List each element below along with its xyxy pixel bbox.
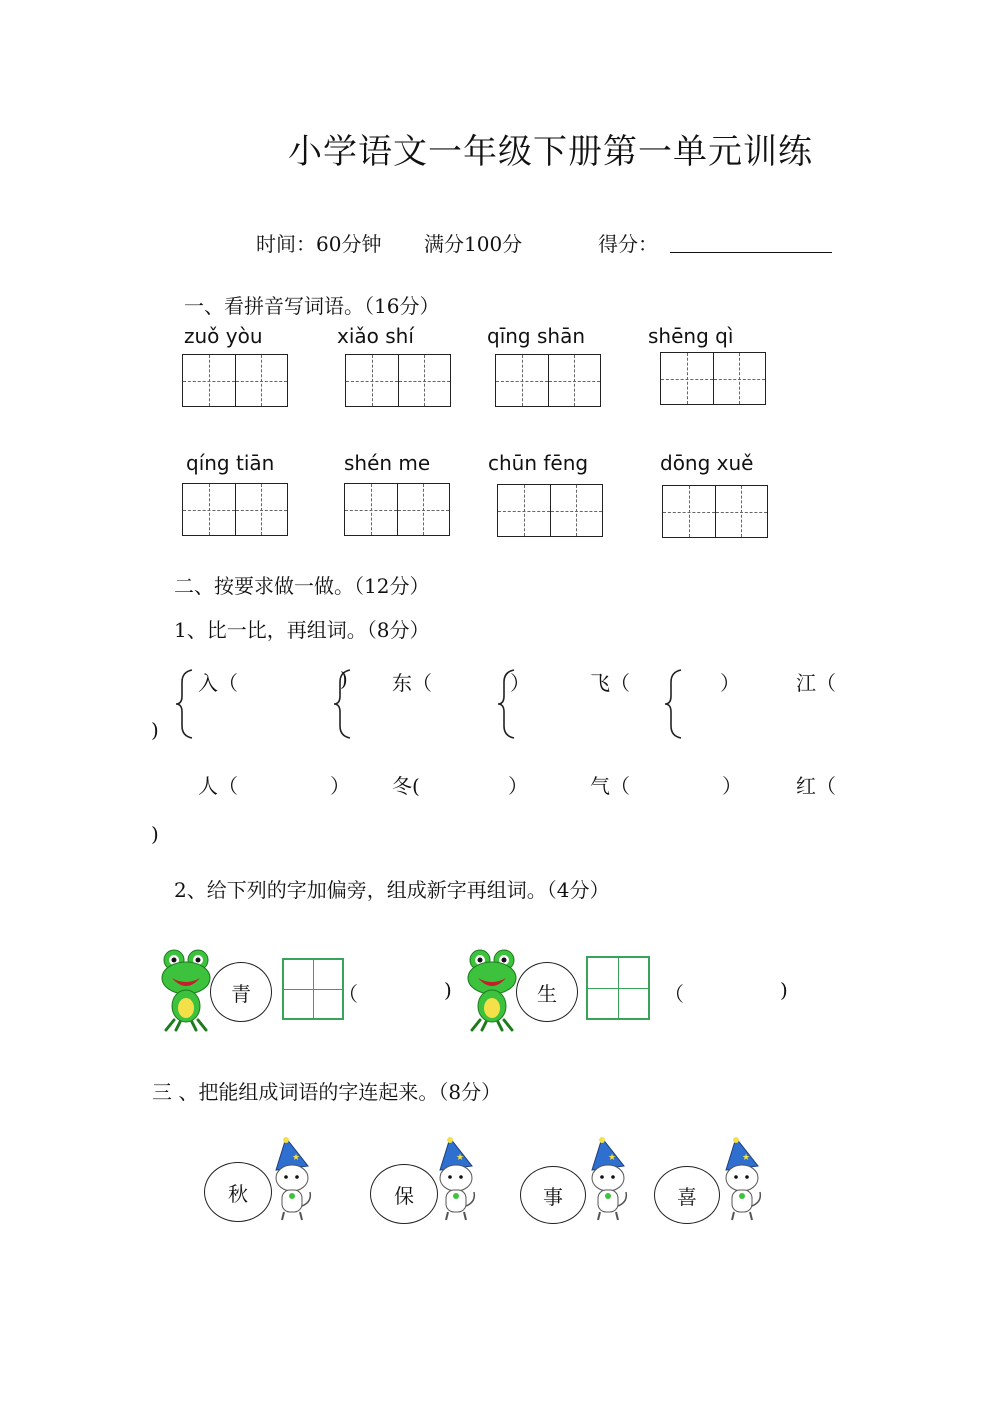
svg-text:★: ★ (608, 1153, 617, 1163)
tianzige-green-box[interactable] (282, 958, 344, 1020)
tianzige-answer-box[interactable] (660, 352, 766, 405)
pinyin-label: qíng tiān (186, 451, 275, 475)
svg-text:★: ★ (292, 1153, 301, 1163)
cat-wizard-icon (584, 1136, 630, 1222)
tianzige-answer-box[interactable] (497, 484, 603, 537)
compare-char-top: 江（ (796, 671, 836, 695)
open-paren: （ (664, 982, 684, 1006)
tianzige-answer-box[interactable] (344, 483, 450, 536)
exam-time: 时间：60分钟 (256, 232, 382, 256)
brace-icon (174, 668, 196, 740)
compare-char-bottom: 冬( (392, 774, 420, 798)
pinyin-label: qīng shān (487, 324, 586, 348)
section1-heading: 一、看拼音写词语。（16分） (184, 294, 440, 318)
char-bubble[interactable]: 保 (370, 1164, 438, 1224)
section2-sub2: 2、给下列的字加偏旁，组成新字再组词。（4分） (174, 878, 610, 902)
svg-text:★: ★ (456, 1153, 465, 1163)
open-paren: （ (338, 982, 358, 1006)
close-paren: ) (780, 978, 788, 1002)
brace-icon (663, 668, 685, 740)
close-paren: ) (340, 667, 348, 691)
page-title: 小学语文一年级下册第一单元训练 (288, 132, 813, 172)
tianzige-answer-box[interactable] (182, 483, 288, 536)
tianzige-answer-box[interactable] (182, 354, 288, 407)
tianzige-answer-box[interactable] (662, 485, 768, 538)
compare-char-bottom: 气（ (590, 774, 630, 798)
close-paren: ） (720, 671, 740, 695)
close-paren: ) (444, 978, 452, 1002)
tianzige-green-box[interactable] (586, 956, 650, 1020)
svg-text:★: ★ (742, 1153, 751, 1163)
frog-icon (466, 948, 518, 1032)
tianzige-answer-box[interactable] (495, 354, 601, 407)
char-bubble: 青 (210, 962, 272, 1022)
pinyin-label: shén me (344, 451, 431, 475)
char-bubble: 生 (516, 962, 578, 1022)
score-blank[interactable] (670, 252, 832, 253)
cat-wizard-icon (718, 1136, 764, 1222)
compare-char-bottom: 人（ (198, 774, 238, 798)
compare-char-top: 东（ (392, 671, 432, 695)
char-bubble[interactable]: 秋 (204, 1162, 272, 1222)
char-bubble[interactable]: 事 (520, 1166, 586, 1224)
tianzige-answer-box[interactable] (345, 354, 451, 407)
char-bubble[interactable]: 喜 (654, 1166, 720, 1224)
cat-wizard-icon (268, 1136, 314, 1222)
close-paren: ) (151, 822, 159, 846)
pinyin-label: xiǎo shí (337, 324, 414, 348)
compare-char-bottom: 红（ (796, 774, 836, 798)
section2-heading: 二、按要求做一做。（12分） (174, 574, 430, 598)
pinyin-label: chūn fēng (488, 451, 589, 475)
close-paren: ） (508, 774, 528, 798)
compare-char-top: 飞（ (590, 671, 630, 695)
cat-wizard-icon (432, 1136, 478, 1222)
pinyin-label: shēng qì (648, 324, 734, 348)
close-paren: ） (330, 774, 350, 798)
close-paren: ) (151, 718, 159, 742)
close-paren: ） (510, 671, 530, 695)
section2-sub1: 1、比一比，再组词。（8分） (174, 618, 430, 642)
score-label: 得分： (598, 232, 658, 256)
close-paren: ） (722, 774, 742, 798)
section3-heading: 三 、把能组成词语的字连起来。（8分） (152, 1080, 502, 1104)
pinyin-label: dōng xuě (660, 451, 754, 475)
compare-char-top: 入（ (198, 671, 238, 695)
frog-icon (160, 948, 212, 1032)
exam-full-score: 满分100分 (424, 232, 523, 256)
pinyin-label: zuǒ yòu (184, 324, 263, 348)
